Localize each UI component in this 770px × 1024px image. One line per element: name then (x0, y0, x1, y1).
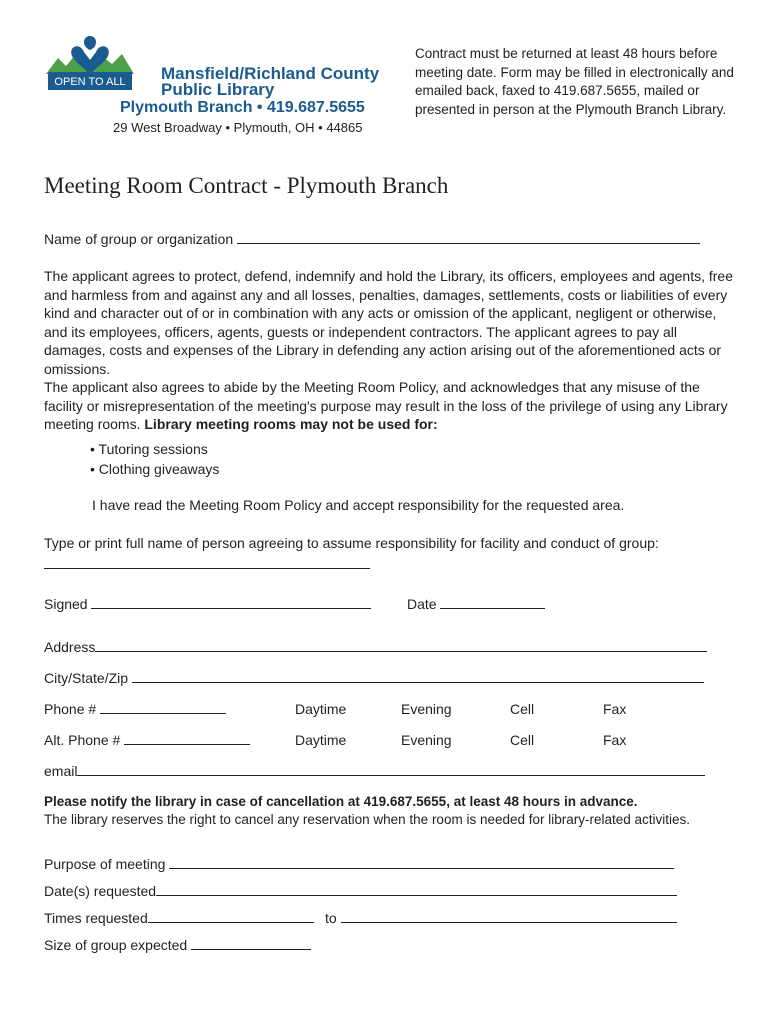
time-from-field[interactable] (148, 910, 314, 923)
group-name-field[interactable] (237, 231, 700, 244)
list-item: • Clothing giveaways (90, 460, 220, 477)
restriction-heading: Library meeting rooms may not be used for: (144, 416, 438, 432)
times-requested-label: Times requested (44, 910, 148, 926)
phone-label: Phone # (44, 701, 97, 717)
times-requested-row (44, 909, 314, 927)
dates-requested-field[interactable] (156, 883, 677, 896)
email-field[interactable] (77, 763, 705, 776)
address-label: Address (44, 639, 96, 655)
purpose-label: Purpose of meeting (44, 856, 166, 872)
phone-daytime-option[interactable]: Daytime (295, 701, 347, 717)
group-name-label: Name of group or organization (44, 231, 234, 247)
page-title: Meeting Room Contract - Plymouth Branch (44, 173, 449, 198)
list-item: • Tutoring sessions (90, 441, 208, 457)
library-logo (44, 34, 134, 96)
print-name-field[interactable] (44, 568, 370, 569)
dates-requested-row (44, 882, 677, 900)
address-row (44, 638, 707, 656)
group-name-row (44, 230, 700, 248)
agreement-para1: The applicant agrees to protect, defend, indemnify and hold the Library, its officers, employees and agents, free and harmless from and against any and all losses, penalties, damages, settlements, costs or liabilities of every kind and character out of or in combination with any acts or omission of the applicant, negligent or otherwise, and its employees, officers, agents, guests or independent contractors. The applicant agrees to pay all damages, costs and expenses of the Library in defending any action arising out of the aforementioned acts or omissions. (44, 268, 734, 377)
phone-fax-option[interactable]: Fax (603, 701, 627, 717)
purpose-row (44, 855, 674, 873)
alt-phone-row (44, 731, 250, 749)
reservation-disclaimer: The library reserves the right to cancel any reservation when the room is needed for library-related activities. (44, 812, 691, 827)
signature-field[interactable] (91, 596, 371, 609)
purpose-field[interactable] (169, 856, 674, 869)
acceptance-statement: I have read the Meeting Room Policy and accept responsibility for the requested area. (92, 497, 625, 513)
signed-label: Signed (44, 596, 88, 612)
type-name-instruction: Type or print full name of person agreeing to assume responsibility for facility and conduct of group: (44, 535, 659, 551)
alt-phone-cell-option[interactable]: Cell (510, 732, 535, 748)
phone-row (44, 700, 226, 718)
time-to-row (325, 909, 677, 927)
email-label: email (44, 763, 78, 779)
signed-row (44, 595, 371, 613)
restriction-list (90, 440, 219, 479)
dates-requested-label: Date(s) requested (44, 883, 157, 899)
phone-field[interactable] (100, 701, 226, 714)
group-size-label: Size of group expected (44, 937, 188, 953)
time-to-field[interactable] (341, 910, 677, 923)
org-name-line2: Public Library (161, 80, 275, 99)
city-state-zip-row (44, 669, 704, 687)
date-label: Date (407, 596, 437, 612)
city-state-zip-field[interactable] (132, 670, 704, 683)
date-field[interactable] (440, 596, 545, 609)
address-field[interactable] (95, 639, 707, 652)
date-row (407, 595, 545, 613)
time-to-label: to (325, 910, 337, 926)
alt-phone-fax-option[interactable]: Fax (603, 732, 627, 748)
phone-evening-option[interactable]: Evening (401, 701, 452, 717)
email-row (44, 762, 705, 780)
branch-name: Plymouth Branch • 419.687.5655 (120, 99, 365, 116)
group-size-field[interactable] (191, 937, 311, 950)
alt-phone-label: Alt. Phone # (44, 732, 121, 748)
group-size-row (44, 936, 311, 954)
alt-phone-field[interactable] (124, 732, 250, 745)
agreement-text (44, 267, 734, 434)
phone-cell-option[interactable]: Cell (510, 701, 535, 717)
org-name-line1: Mansfield/Richland County (161, 64, 380, 83)
agreement-para2: The applicant also agrees to abide by the Meeting Room Policy, and acknowledges that any misuse of the facility or misrepresentation of the meeting's purpose may result in the loss of the privilege of using any Library meeting rooms. Library meeting rooms may not be used for: (44, 379, 728, 432)
cancellation-notice: Please notify the library in case of cancellation at 419.687.5655, at least 48 hours in advance. (44, 794, 638, 809)
branch-address: 29 West Broadway • Plymouth, OH • 44865 (113, 120, 363, 135)
alt-phone-evening-option[interactable]: Evening (401, 732, 452, 748)
logo-badge-text: OPEN TO ALL (54, 76, 126, 88)
contract-return-note: Contract must be returned at least 48 hours before meeting date. Form may be filled in electronically and emailed back, faxed to 419.687.5655, mailed or presented in person at the Plymouth Branch Library. (415, 46, 734, 117)
city-state-zip-label: City/State/Zip (44, 670, 129, 686)
alt-phone-daytime-option[interactable]: Daytime (295, 732, 347, 748)
